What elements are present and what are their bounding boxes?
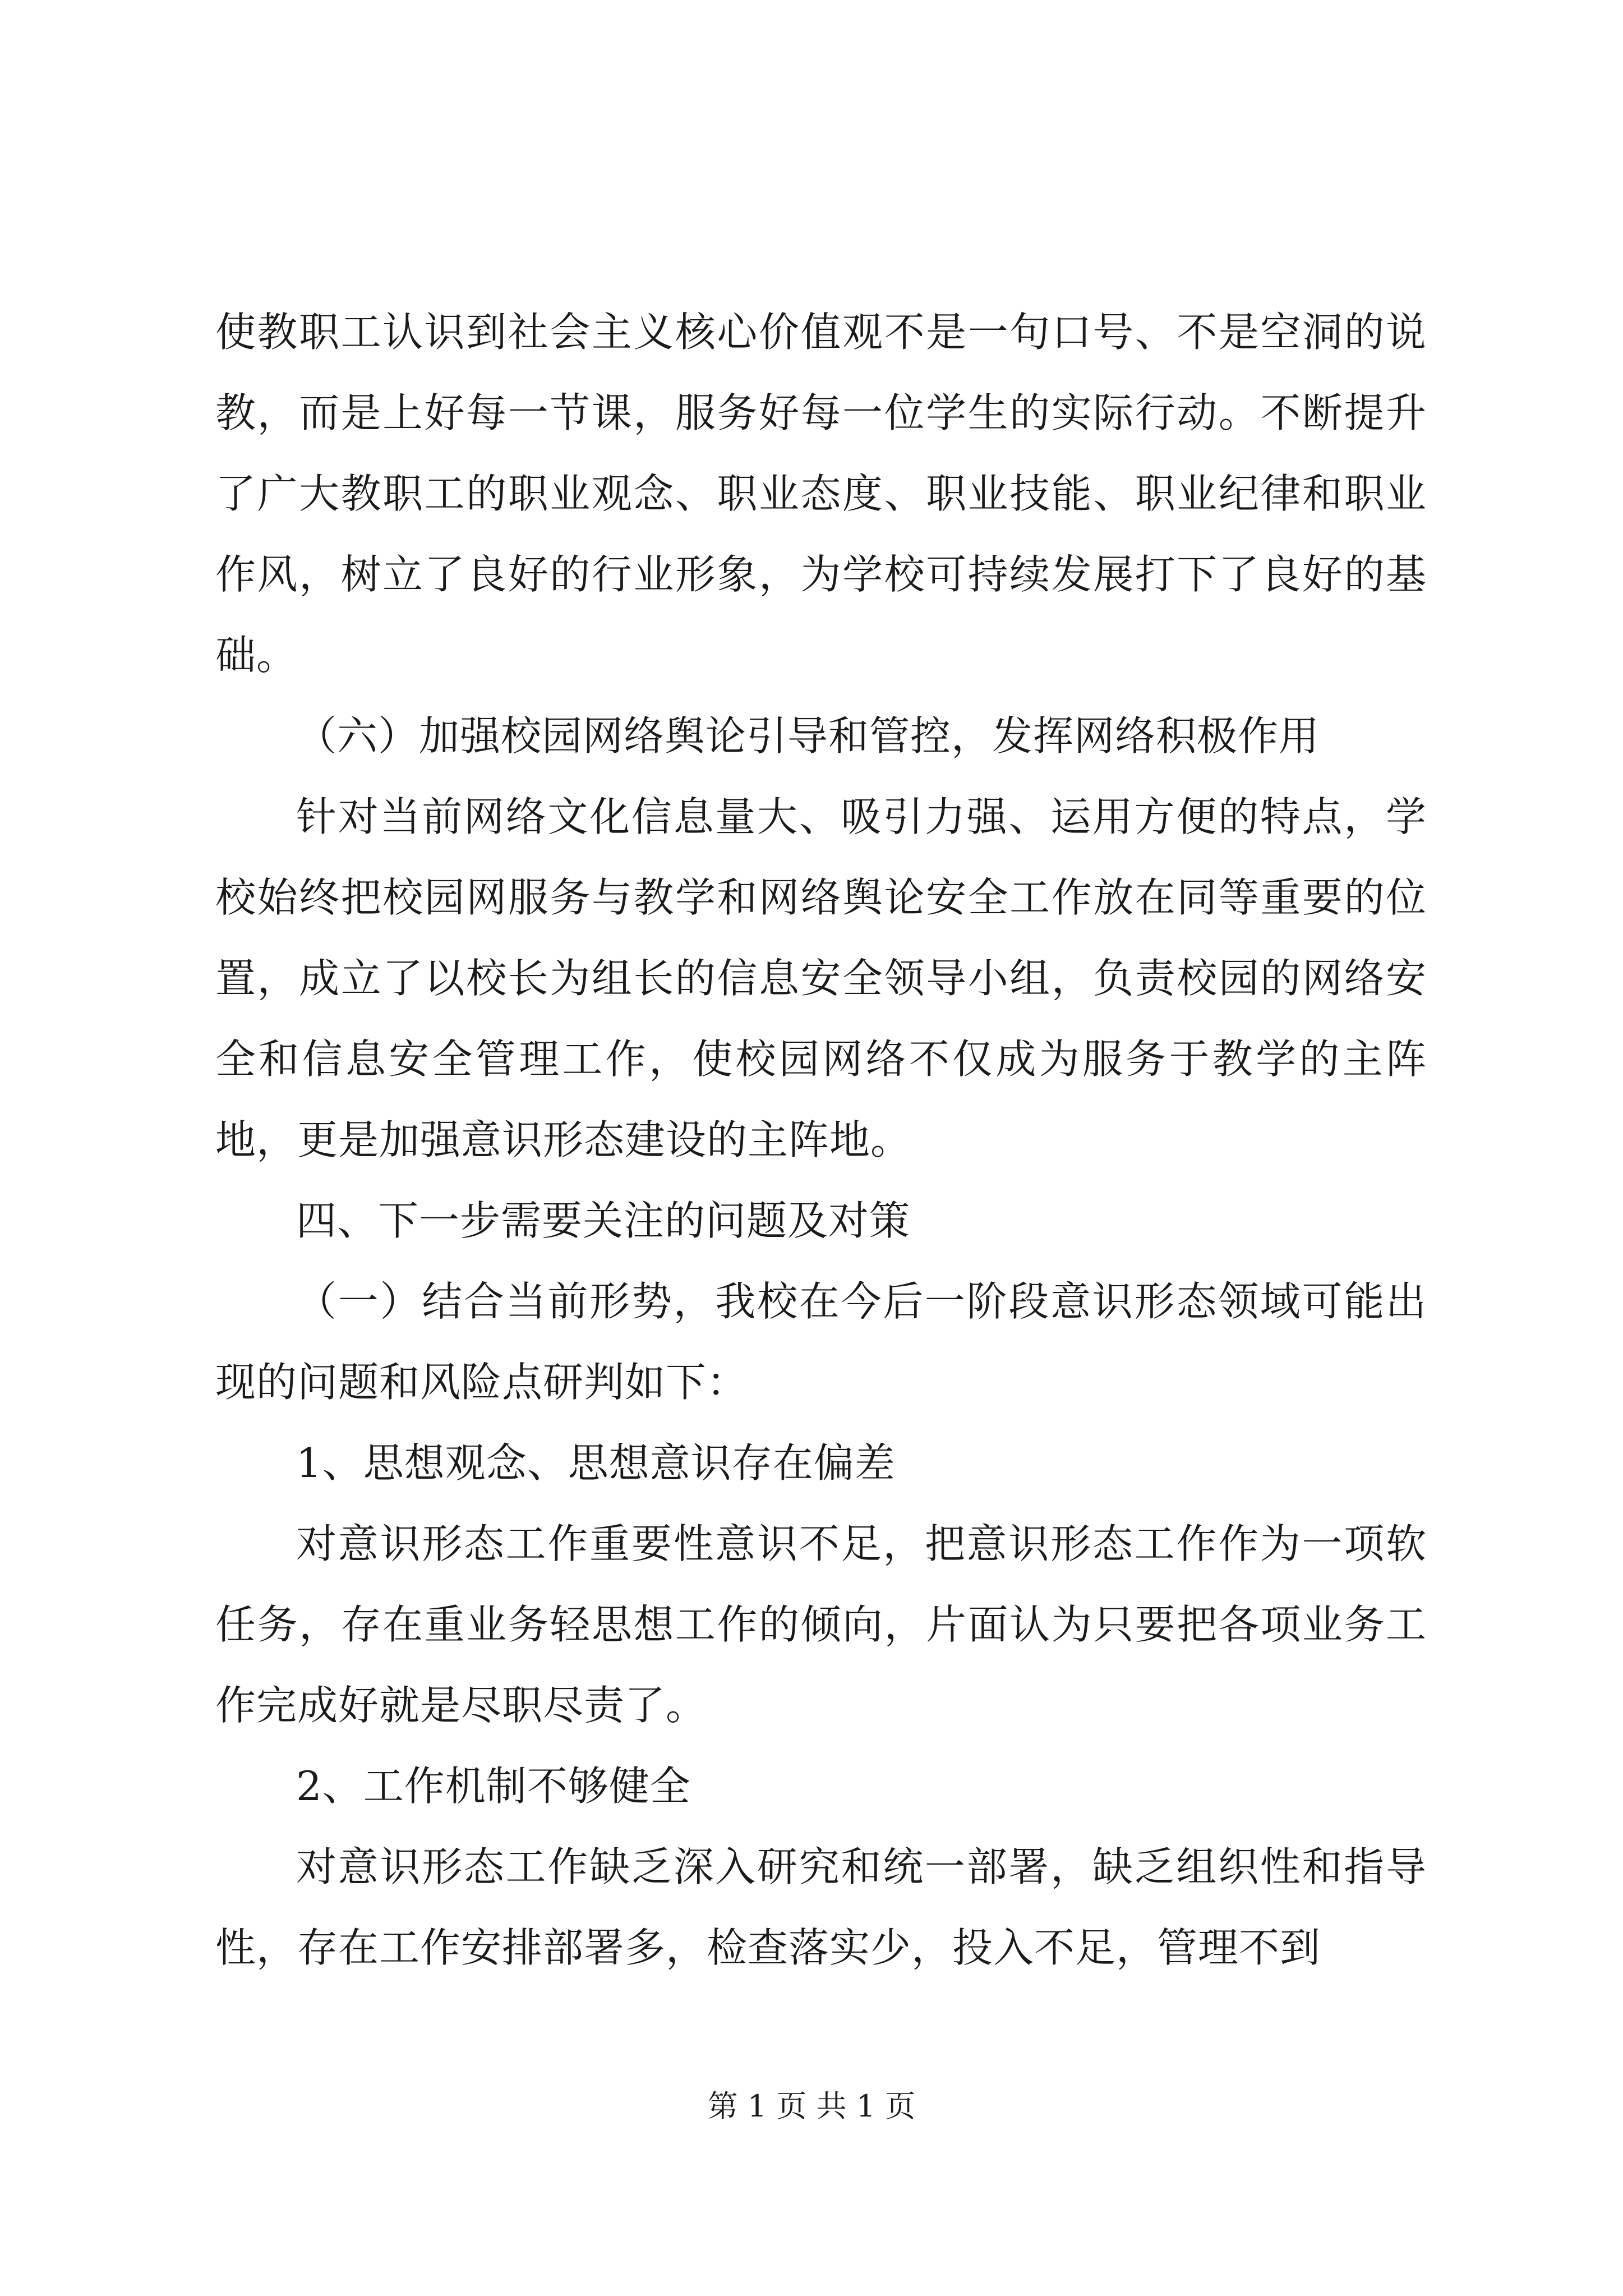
paragraph-network: 针对当前网络文化信息量大、吸引力强、运用方便的特点，学校始终把校园网服务与教学和网络舆论安全工作放在同等重要的位置，成立了以校长为组长的信息安全领导小组，负责校园的网络安全和信息安全管理工作，使校园网络不仅成为服务于教学的主阵地，更是加强意识形态建设的主阵地。 bbox=[215, 793, 1427, 1163]
section-heading-6: （六）加强校园网络舆论引导和管控，发挥网络积极作用 bbox=[296, 712, 1320, 760]
item-heading-1: 1、思想观念、思想意识存在偏差 bbox=[296, 1439, 896, 1487]
paragraph-1: 使教职工认识到社会主义核心价值观不是一句口号、不是空洞的说教，而是上好每一节课，服务好每一位学生的实际行动。不断提升了广大教职工的职业观念、职业态度、职业技能、职业纪律和职业作风，树立了良好的行业形象，为学校可持续发展打下了良好的基础。 bbox=[215, 309, 1427, 679]
document-body bbox=[215, 292, 1427, 1988]
paragraph-item-1: 对意识形态工作重要性意识不足，把意识形态工作作为一项软任务，存在重业务轻思想工作的倾向，片面认为只要把各项业务工作完成好就是尽职尽责了。 bbox=[215, 1520, 1427, 1729]
item-heading-2: 2、工作机制不够健全 bbox=[296, 1763, 691, 1810]
page-footer: 第 1 页 共 1 页 bbox=[707, 2088, 916, 2124]
paragraph-item-2: 对意识形态工作缺乏深入研究和统一部署，缺乏组织性和指导性，存在工作安排部署多，检查落实少，投入不足，管理不到 bbox=[215, 1843, 1427, 1971]
subsection-heading-1: （一）结合当前形势，我校在今后一阶段意识形态领域可能出现的问题和风险点研判如下： bbox=[215, 1278, 1427, 1406]
section-heading-4: 四、下一步需要关注的问题及对策 bbox=[296, 1197, 911, 1244]
